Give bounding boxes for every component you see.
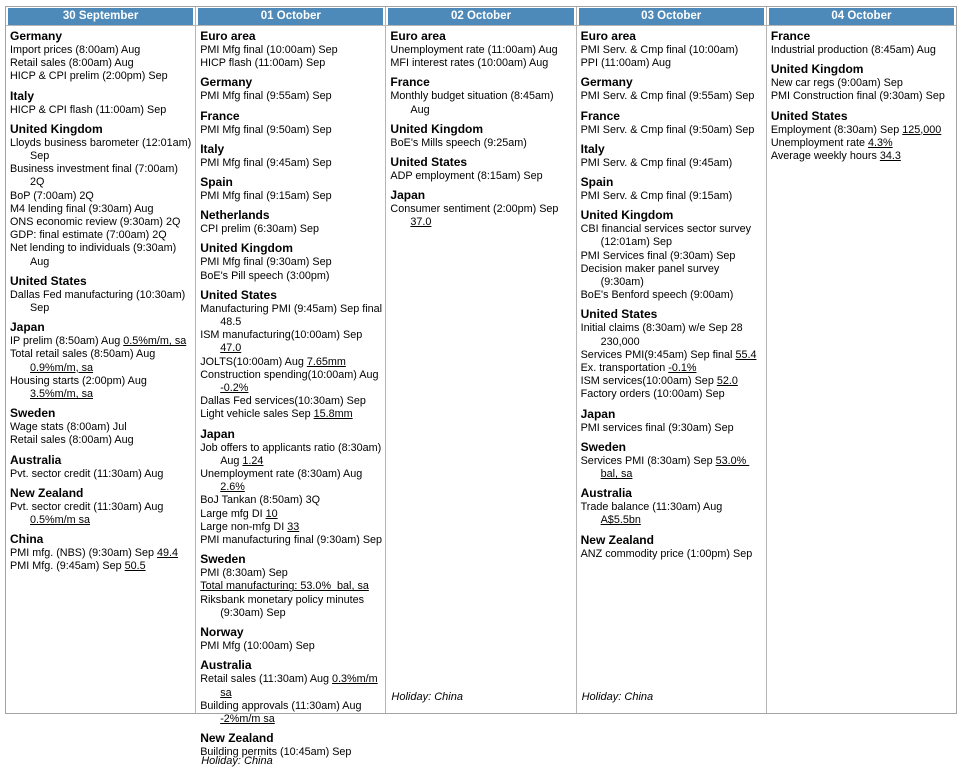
event-line [10,216,192,229]
event-line [10,44,192,57]
day-header: 04 October [769,8,954,25]
event-value: 0.9%m/m, sa [30,361,93,374]
event-text: PMI Mfg. (9:45am) Sep [10,560,125,573]
country-name: New Zealand [580,532,654,547]
event-line [200,256,382,269]
event-line [200,44,382,57]
country-group [200,428,382,548]
event-value: 47.0 [220,342,242,355]
event-text: PMI Mfg (10:00am) Sep [200,640,315,653]
event-text: GDP: final estimate (7:00am) 2Q [10,229,167,242]
country-group [581,441,763,481]
event-text: HICP flash (11:00am) Sep [200,57,326,70]
event-text: PMI (8:30am) Sep [200,567,288,580]
event-text: Pvt. sector credit (11:30am) Aug [10,500,164,513]
event-text: Import prices (8:00am) Aug [10,44,141,56]
event-line [200,223,382,236]
event-line [581,362,763,375]
event-text: Dallas Fed services(10:30am) Sep [200,395,366,408]
event-text: Wage stats (8:00am) Jul [10,421,127,434]
event-text: IP prelim (8:50am) Aug [10,335,124,348]
country-group [390,189,572,229]
country-name: Japan [580,406,616,421]
event-text: PMI Mfg final (9:15am) Sep [200,190,332,203]
event-text: ISM manufacturing(10:00am) Sep [200,329,363,342]
country-group [581,143,763,170]
event-text: Services PMI (8:30am) Sep [580,454,716,467]
event-line [390,170,572,183]
event-value: -0.1% [668,362,697,375]
event-text: Housing starts (2:00pm) Aug [10,374,147,387]
country-group [10,321,192,401]
country-name: Germany [200,75,253,90]
event-line [200,580,382,593]
event-value: 3.5%m/m, sa [30,388,93,401]
event-text: Consumer sentiment (2:00pm) Sep [390,203,559,216]
country-name: United States [200,287,277,302]
country-group [771,30,953,57]
day-header-row [386,7,575,26]
country-group [200,209,382,236]
event-line [200,673,382,699]
country-name: Italy [200,141,225,156]
event-line [200,594,382,620]
day-column [767,7,956,713]
event-line [581,90,763,103]
event-line [10,289,192,315]
country-name: New Zealand [200,731,274,746]
event-line [390,137,572,150]
event-text: ADP employment (8:15am) Sep [390,170,543,183]
event-line [390,44,572,57]
country-name: United Kingdom [580,208,674,223]
country-name: Norway [200,625,244,640]
country-group [581,30,763,70]
event-text: Initial claims (8:30am) w/e Sep 28 230,000 [580,322,743,348]
country-group [390,123,572,150]
country-group [581,308,763,401]
country-group [10,533,192,573]
event-value: 0.5%m/m sa [30,514,90,527]
event-line [10,501,192,527]
event-text: PMI Services final (9:30am) Sep [580,249,736,262]
event-text: PMI manufacturing final (9:30am) Sep [200,534,383,547]
country-name: United States [580,307,658,322]
event-line [200,567,382,580]
event-text: HICP & CPI flash (11:00am) Sep [10,103,167,116]
event-text: BoE's Mills speech (9:25am) [390,136,527,149]
event-text: Monthly budget situation (8:45am) Aug [390,90,554,116]
event-value: A$5.5bn [600,514,641,527]
event-line [10,375,192,401]
event-line [200,270,382,283]
country-group [200,553,382,620]
day-column [196,7,386,768]
event-value: 49.4 [157,547,179,560]
event-text: Business investment final (7:00am) 2Q [10,163,179,189]
event-line [200,408,382,421]
event-text: CPI prelim (6:30am) Sep [200,223,320,236]
event-text: BoE's Pill speech (3:00pm) [200,269,330,282]
country-group [10,454,192,481]
day-header-row [577,7,766,26]
event-text: Net lending to individuals (9:30am) Aug [10,242,177,268]
event-text: BoJ Tankan (8:50am) 3Q [200,494,321,507]
country-name: China [10,532,44,547]
event-line [10,190,192,203]
calendar-table [5,6,957,768]
day-header: 01 October [198,8,383,25]
event-line [200,157,382,170]
event-line [581,548,763,561]
country-name: France [770,29,811,43]
event-line [390,90,572,116]
event-line [771,137,953,150]
event-text: Ex. transportation [580,362,669,375]
event-value: Total manufacturing: 53.0% bal, sa [200,580,369,593]
event-line [200,90,382,103]
country-name: Japan [10,320,45,335]
country-name: France [580,108,620,123]
day-header-row [6,7,195,26]
country-name: United States [770,108,848,123]
event-value: 55.4 [735,348,757,361]
event-text: Retail sales (8:00am) Aug [10,434,134,447]
country-name: Spain [200,175,233,190]
country-group [771,110,953,164]
country-group [581,76,763,103]
event-text: Dallas Fed manufacturing (10:30am) Sep [10,288,186,315]
country-group [581,209,763,302]
event-text: New car regs (9:00am) Sep [770,77,903,90]
event-line [581,455,763,481]
event-value: -2%m/m sa [220,712,275,725]
country-group [200,76,382,103]
event-text: PMI Mfg final (9:45am) Sep [200,156,332,169]
event-text: Employment (8:30am) Sep [770,123,903,136]
country-name: Japan [200,426,235,441]
event-line [581,263,763,289]
event-line [200,700,382,726]
event-line [10,421,192,434]
country-name: Australia [10,452,62,467]
event-line [390,57,572,70]
event-text: Light vehicle sales Sep [200,408,314,421]
event-line [10,242,192,268]
event-line [200,303,382,329]
event-text: Pvt. sector credit (11:30am) Aug [10,467,164,480]
event-line [581,124,763,137]
event-line [10,335,192,348]
event-line [200,640,382,653]
event-line [200,442,382,468]
country-group [200,289,382,422]
day-header-row [767,7,956,26]
event-value: 53.0% bal, sa [600,454,750,481]
day-body [577,26,766,713]
event-text: PMI Mfg final (9:55am) Sep [200,90,332,103]
event-value: 125,000 [902,123,942,136]
event-value: 4.3% [868,136,893,149]
event-line [10,229,192,242]
country-name: Sweden [580,439,626,454]
country-name: Japan [390,188,426,203]
event-line [200,124,382,137]
country-name: Germany [580,75,633,90]
event-text: PMI Serv. & Cmp final (9:55am) Sep [580,90,755,103]
event-value: 37.0 [410,216,432,229]
event-text: Riksbank monetary policy minutes (9:30am) Sep [200,593,365,619]
event-line [10,137,192,163]
event-text: Trade balance (11:30am) Aug [580,501,723,514]
event-line [10,70,192,83]
event-line [581,57,763,70]
event-value: -0.2% [220,382,249,395]
day-body [386,26,575,713]
event-text: Construction spending(10:00am) Aug [200,368,379,381]
holiday-note: Holiday: China [581,691,654,703]
event-line [581,422,763,435]
country-group [390,76,572,116]
day-column [577,7,767,713]
event-text: PMI Mfg final (9:30am) Sep [200,256,332,269]
day-column [6,7,196,713]
event-text: M4 lending final (9:30am) Aug [10,202,154,215]
event-value: 7.65mm [306,355,346,368]
country-group [581,176,763,203]
event-value: 1.24 [242,454,264,467]
event-line [581,157,763,170]
country-group [200,110,382,137]
event-line [10,348,192,374]
event-text: Factory orders (10:00am) Sep [580,388,725,401]
country-name: United Kingdom [390,121,484,136]
event-line [10,560,192,573]
country-name: France [390,75,430,90]
country-name: Italy [10,88,35,103]
event-line [200,395,382,408]
event-line [200,190,382,203]
country-group [581,408,763,435]
country-group [771,63,953,103]
event-line [771,124,953,137]
country-name: France [200,108,240,123]
country-name: Euro area [200,29,256,43]
event-text: Retail sales (11:30am) Aug [200,673,333,686]
event-line [200,468,382,494]
event-line [200,508,382,521]
event-text: PMI Mfg final (10:00am) Sep [200,44,338,56]
event-text: Job offers to applicants ratio (8:30am) Aug [200,441,382,467]
country-name: United Kingdom [200,241,293,256]
event-line [771,150,953,163]
event-line [10,203,192,216]
day-body [196,26,385,777]
country-name: Germany [10,29,63,43]
country-name: Euro area [390,29,446,43]
country-name: Australia [580,486,632,501]
day-column [386,7,576,713]
event-value: 52.0 [716,375,738,388]
event-text: Building permits (10:45am) Sep [200,746,352,759]
event-text: ONS economic review (9:30am) 2Q [10,216,181,229]
event-text: MFI interest rates (10:00am) Aug [390,57,549,70]
event-text: Unemployment rate (11:00am) Aug [390,44,558,56]
event-line [771,77,953,90]
country-group [200,143,382,170]
event-value: 2.6% [220,481,245,494]
event-line [581,349,763,362]
event-text: ANZ commodity price (1:00pm) Sep [580,547,753,560]
country-group [200,626,382,653]
event-line [10,468,192,481]
event-text: Total retail sales (8:50am) Aug [10,348,156,361]
event-line [581,501,763,527]
country-group [10,123,192,269]
holiday-note: Holiday: China [391,691,463,703]
event-text: PMI Serv. & Cmp final (9:15am) [580,190,733,203]
event-line [581,388,763,401]
country-name: United Kingdom [770,62,864,77]
country-name: Italy [580,141,605,156]
event-value: 15.8mm [313,408,353,421]
event-text: Retail sales (8:00am) Aug [10,57,134,70]
country-group [10,275,192,315]
country-group [581,110,763,137]
event-line [10,547,192,560]
country-group [200,176,382,203]
country-name: Sweden [200,552,246,567]
event-text: Services PMI(9:45am) Sep final [580,348,736,361]
event-text: Large non-mfg DI [200,520,288,533]
event-line [581,250,763,263]
event-value: 50.5 [124,560,146,573]
country-group [581,487,763,527]
event-line [10,163,192,189]
event-text: PMI Construction final (9:30am) Sep [770,90,945,103]
event-text: Building approvals (11:30am) Aug [200,699,362,712]
event-text: BoP (7:00am) 2Q [10,189,94,202]
country-group [10,487,192,527]
day-header: 03 October [579,8,764,25]
event-line [200,369,382,395]
day-header: 02 October [388,8,573,25]
event-value: 0.5%m/m, sa [123,335,187,348]
event-value: 0.3%m/m sa [220,673,378,699]
day-header: 30 September [8,8,193,25]
event-line [771,90,953,103]
event-line [200,494,382,507]
country-group [200,659,382,726]
event-line [10,104,192,117]
country-group [10,90,192,117]
event-text: Large mfg DI [200,507,266,520]
holiday-note: Holiday: China [201,755,273,768]
country-name: United States [390,155,468,170]
event-text: JOLTS(10:00am) Aug [200,355,307,368]
event-line [581,375,763,388]
event-line [581,44,763,57]
event-text: Industrial production (8:45am) Aug [770,44,936,56]
event-line [200,356,382,369]
event-text: Lloyds business barometer (12:01am) Sep [10,136,192,163]
event-value: 10 [265,507,278,520]
event-value: 33 [287,520,300,533]
country-group [390,156,572,183]
event-line [581,190,763,203]
event-line [581,223,763,249]
day-body [767,26,956,713]
event-text: PMI Serv. & Cmp final (10:00am) [580,44,739,56]
event-text: Decision maker panel survey (9:30am) [580,262,720,289]
country-name: United Kingdom [10,121,103,136]
event-text: Unemployment rate (8:30am) Aug [200,468,363,481]
event-text: PMI services final (9:30am) Sep [580,421,734,434]
event-value: 34.3 [879,150,901,163]
country-name: New Zealand [10,485,84,500]
event-text: Unemployment rate [770,136,869,149]
event-line [200,329,382,355]
country-name: Netherlands [200,208,270,223]
country-group [390,30,572,70]
country-name: Sweden [10,406,56,421]
country-name: United States [10,273,87,288]
event-line [200,521,382,534]
event-text: BoE's Benford speech (9:00am) [580,289,734,302]
event-line [200,57,382,70]
country-group [10,407,192,447]
event-text: Average weekly hours [770,150,880,163]
event-line [10,434,192,447]
event-text: PMI Serv. & Cmp final (9:50am) Sep [580,123,755,136]
country-group [200,30,382,70]
country-name: Euro area [580,29,636,43]
event-line [771,44,953,57]
event-line [581,322,763,348]
event-line [581,289,763,302]
event-text: Manufacturing PMI (9:45am) Sep final 48.5 [200,302,383,329]
country-group [581,534,763,561]
country-group [10,30,192,84]
event-line [200,534,382,547]
day-header-row [196,7,385,26]
day-body [6,26,195,713]
event-text: PMI Mfg final (9:50am) Sep [200,123,332,136]
event-text: PPI (11:00am) Aug [580,57,672,70]
event-text: HICP & CPI prelim (2:00pm) Sep [10,70,168,83]
event-line [10,57,192,70]
event-text: PMI mfg. (NBS) (9:30am) Sep [10,547,157,560]
country-group [200,242,382,282]
event-text: PMI Serv. & Cmp final (9:45am) [580,156,733,169]
event-line [390,203,572,229]
country-name: Australia [200,658,252,673]
country-name: Spain [580,175,614,190]
event-text: ISM services(10:00am) Sep [580,375,717,388]
event-text: CBI financial services sector survey (12:01am) Sep [580,223,752,249]
